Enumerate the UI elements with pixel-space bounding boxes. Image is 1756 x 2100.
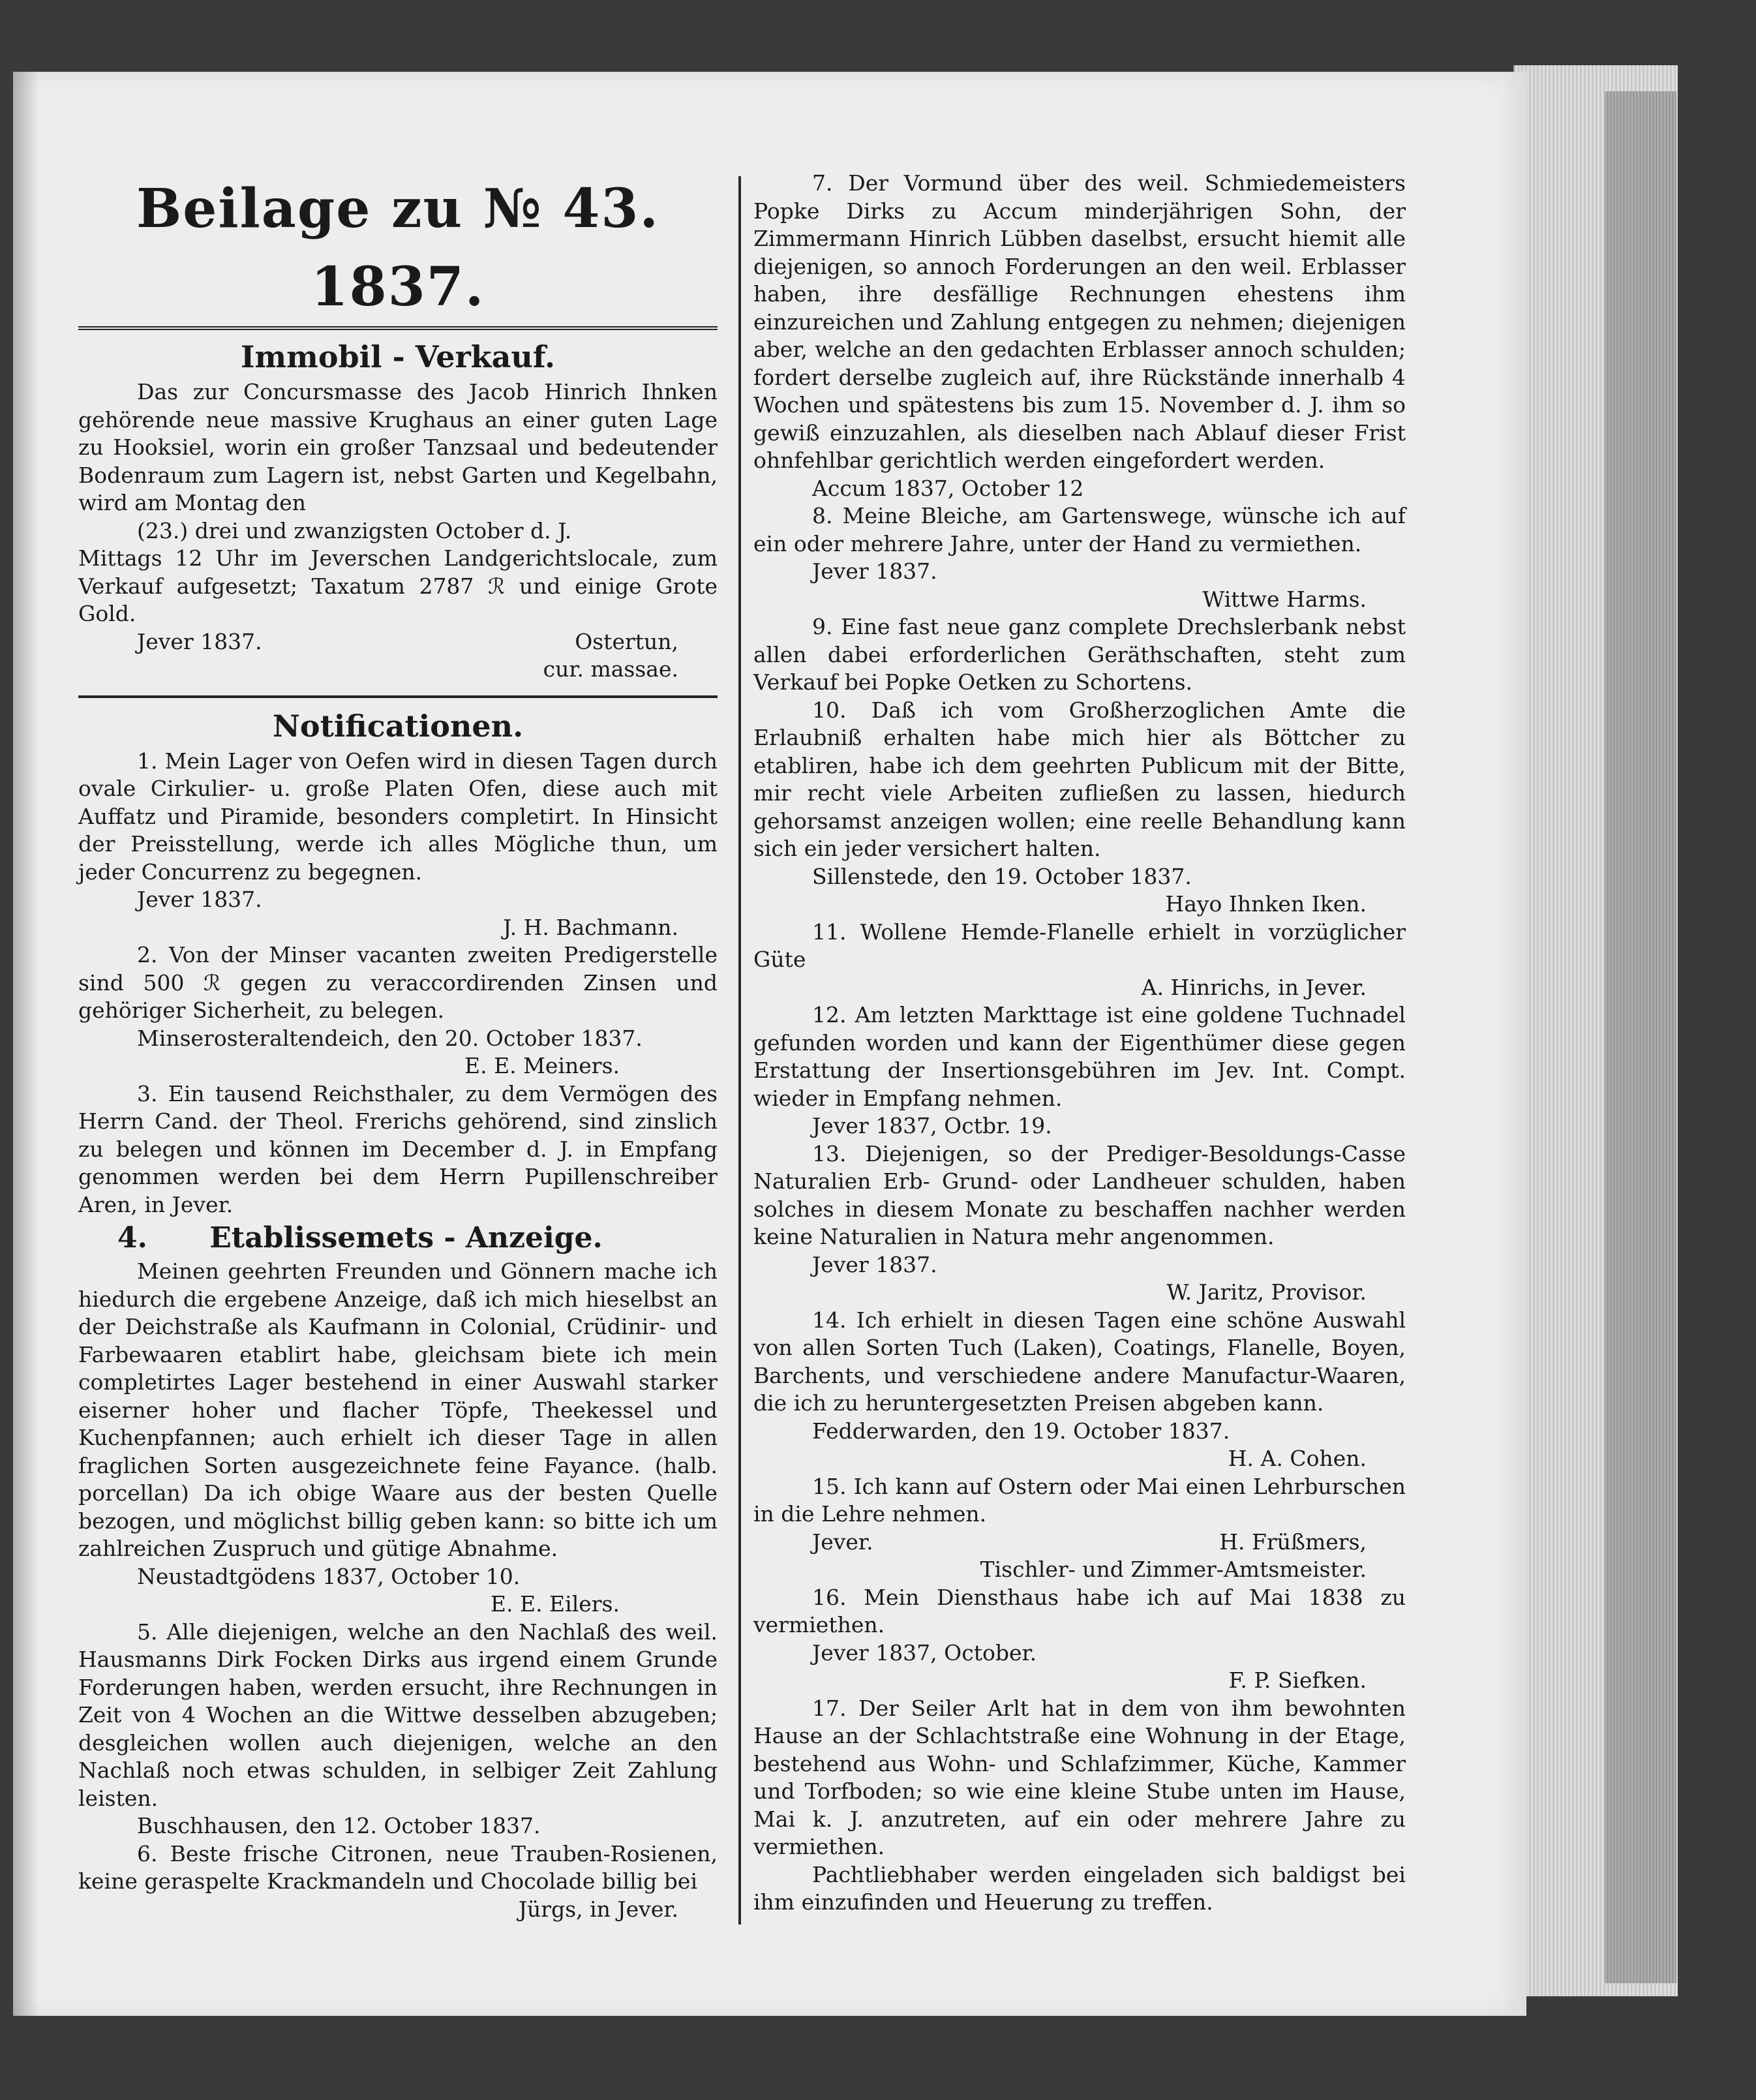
notice-15-text: 15. Ich kann auf Ostern oder Mai einen Lehrburschen in die Lehre nehmen. (753, 1473, 1406, 1527)
notice-10-text: 10. Daß ich vom Großherzoglichen Amte die Erlaubniß erhalten habe mich hier als Böttcher zu etabliren, habe ich dem geehrten Publicum mit der Bitte, mir recht viele Arbeiten zufließen zu lassen, hiedurch gehorsamst anzeigen wollen; eine reelle Behandlung kann sich ein jeder versichert halten. (753, 697, 1406, 861)
notice-4-place: Neustadtgödens 1837, October 10. (137, 1563, 521, 1589)
notice-1-text: 1. Mein Lager von Oefen wird in diesen Tagen durch ovale Cirkulier- u. große Platen Ofen, diese auch mit Auffatz und Piramide, besonders completirt. In Hinsicht der Preisstellung, werde ich alles Mögliche thun, um jeder Concurrenz zu begegnen. (78, 748, 718, 885)
notice-8-text: 8. Meine Bleiche, am Gartenswege, wünsche ich auf ein oder mehrere Jahre, unter der Hand zu vermiethen. (753, 503, 1406, 556)
notice-12-text: 12. Am letzten Markttage ist eine goldene Tuchnadel gefunden worden und kann der Eigenthümer diese gegen Erstattung der Insertionsgebühren im Jev. Int. Compt. wieder in Empfang nehmen. (753, 1002, 1406, 1111)
notice-11-text: 11. Wollene Hemde-Flanelle erhielt in vorzüglicher Güte (753, 919, 1406, 972)
notice-5-text: 5. Alle diejenigen, welche an den Nachlaß des weil. Hausmanns Dirk Focken Dirks aus irgend einem Grunde Forderungen haben, werden ersucht, ihre Rechnungen in Zeit von 4 Wochen an die Wittwe desselben abzugeben; desgleichen wollen auch diejenigen, welche an den Nachlaß noch etwas schulden, in selbiger Zeit Zahlung leisten. (78, 1619, 718, 1811)
notice-12-place: Jever 1837, Octbr. 19. (812, 1113, 1052, 1138)
notice-1-signer: J. H. Bachmann. (502, 914, 678, 940)
immobil-footer (78, 628, 718, 656)
notice-11-signer: A. Hinrichs, in Jever. (1141, 974, 1367, 1000)
notice-4-signer: E. E. Eilers. (490, 1591, 620, 1617)
notice-17-text: 17. Der Seiler Arlt hat in dem von ihm bewohnten Hause an der Schlachtstraße eine Wohnung in der Etage, bestehend aus Wohn- und Schlafzimmer, Küche, Kammer und Torfboden; so wie eine kleine Stube unten im Hause, Mai k. J. anzutreten, auf ein oder mehrere Jahre zu vermiethen. (753, 1695, 1406, 1859)
notice-4-text: Meinen geehrten Freunden und Gönnern mache ich hiedurch die ergebene Anzeige, daß ich mich hieselbst an der Deichstraße als Kaufmann in Colonial, Crüdinir- und Farbewaaren etablirt habe, gleichsam biete ich mein completirtes Lager bestehend in einer Auswahl starker eiserner hoher und flacher Töpfe, Theekessel und Kuchenpfannen; auch erhielt ich dieser Tage in allen fraglichen Sorten ausgezeichnete feine Fayance. (halb. porcellan) Da ich obige Waare aus der besten Quelle bezogen, und möglichst billig geben kann: so bitte ich um zahlreichen Zuspruch und gütige Abnahme. (78, 1258, 718, 1561)
immobil-signer: Ostertun, (575, 628, 678, 654)
notice-4-heading (78, 1219, 718, 1258)
masthead: Beilage zu № 43. 1837. (78, 170, 718, 330)
notice-4-title: Etablissemets - Anzeige. (209, 1221, 603, 1255)
immobil-text: Das zur Concursmasse des Jacob Hinrich Ihnken gehörende neue massive Krughaus an einer guten Lage zu Hooksiel, worin ein großer Tanzsaal und bedeutender Bodenraum zum Lagern ist, nebst Garten und Kegelbahn, wird am Montag den (78, 379, 718, 515)
notice-15-place: Jever. (812, 1529, 873, 1555)
immobil-text2: Mittags 12 Uhr im Jeverschen Landgerichtslocale, zum Verkauf aufgesetzt; Taxatum 2787 ℛ und einige Grote Gold. (78, 545, 718, 626)
gutter-shadow (13, 72, 39, 2016)
immobil-date: (23.) drei und zwanzigsten October d. J. (137, 517, 572, 543)
section-rule (78, 695, 718, 698)
notice-16-text: 16. Mein Diensthaus habe ich auf Mai 1838 zu vermiethen. (753, 1584, 1406, 1637)
notice-17-text2: Pachtliebhaber werden eingeladen sich baldigst bei ihm einzufinden und Heuerung zu treffen. (753, 1861, 1406, 1915)
notice-10-place: Sillenstede, den 19. October 1837. (812, 863, 1192, 889)
notice-6-signer: Jürgs, in Jever. (518, 1896, 678, 1922)
notice-7-text: 7. Der Vormund über des weil. Schmiedemeisters Popke Dirks zu Accum minderjährigen Sohn, der Zimmermann Hinrich Lübben daselbst, ersucht hiemit alle diejenigen, so annoch Forderungen an den weil. Erblasser haben, ihre desfällige Rechnungen ehestens ihm einzureichen und Zahlung entgegen zu nehmen; diejenigen aber, welche an den gedachten Erblasser annoch schulden; fordert derselbe zugleich auf, ihre Rückstände innerhalb 4 Wochen und spätestens bis zum 15. November d. J. ihm so gewiß einzuzahlen, als dieselben nach Ablauf dieser Frist ohnfehlbar gerichtlich werden eingefordert werden. (753, 170, 1406, 473)
notice-15-signer-role: Tischler- und Zimmer-Amtsmeister. (980, 1557, 1367, 1582)
newspaper-page (13, 72, 1526, 2016)
notice-2-text: 2. Von der Minser vacanten zweiten Predigerstelle sind 500 ℛ gegen zu veraccordirenden Zinsen und gehöriger Sicherheit, zu belegen. (78, 942, 718, 1023)
notice-14-text: 14. Ich erhielt in diesen Tagen eine schöne Auswahl von allen Sorten Tuch (Laken), Coatings, Flanelle, Boyen, Barchents, und verschiedene andere Manufactur-Waaren, die ich zu heruntergesetzten Preisen abgeben kann. (753, 1307, 1406, 1416)
notice-14-signer: H. A. Cohen. (1228, 1446, 1367, 1471)
notificationen-title: Notificationen. (272, 708, 524, 744)
notice-6-text: 6. Beste frische Citronen, neue Trauben-Rosienen, keine geraspelte Krackmandeln und Chocolade billig bei (78, 1840, 718, 1894)
immobil-signer-role: cur. massae. (543, 656, 678, 682)
column-divider (738, 176, 741, 1925)
left-column (78, 170, 718, 1923)
notice-2-signer: E. E. Meiners. (464, 1053, 620, 1078)
immobil-place: Jever 1837. (137, 628, 262, 654)
notice-13-signer: W. Jaritz, Provisor. (1166, 1279, 1367, 1305)
notice-8-place: Jever 1837. (812, 558, 937, 584)
notice-5-place: Buschhausen, den 12. October 1837. (137, 1813, 541, 1838)
notice-15-signer: H. Früßmers, (1219, 1529, 1367, 1555)
notice-16-place: Jever 1837, October. (812, 1639, 1037, 1666)
notice-13-place: Jever 1837. (812, 1251, 937, 1277)
notice-1-place: Jever 1837. (137, 887, 262, 912)
book-cover-edge (1605, 91, 1676, 1983)
notice-13-text: 13. Diejenigen, so der Prediger-Besoldungs-Casse Naturalien Erb- Grund- oder Landheuer schulden, haben solches in diesem Monate zu beschaffen nachher werden keine Naturalien in Natura mehr angenommen. (753, 1140, 1406, 1249)
notice-8-signer: Wittwe Harms. (1202, 586, 1367, 612)
notice-15-footer (753, 1529, 1406, 1557)
notice-7-place: Accum 1837, October 12 (812, 475, 1084, 501)
notice-9-text: 9. Eine fast neue ganz complete Drechslerbank nebst allen dabei erforderlichen Geräthschaften, steht zum Verkauf bei Popke Oetken zu Schortens. (753, 614, 1406, 695)
notice-3-text: 3. Ein tausend Reichsthaler, zu dem Vermögen des Herrn Cand. der Theol. Frerichs gehörend, sind zinslich zu belegen und können im December d. J. in Empfang genommen werden bei dem Herrn Pupillenschreiber Aren, in Jever. (78, 1080, 718, 1217)
notice-16-signer: F. P. Siefken. (1228, 1667, 1367, 1693)
notice-2-place: Minserosteraltendeich, den 20. October 1837. (137, 1025, 643, 1051)
notice-4-number: 4. (117, 1221, 147, 1255)
immobil-title: Immobil - Verkauf. (240, 339, 556, 374)
notice-14-place: Fedderwarden, den 19. October 1837. (812, 1418, 1230, 1444)
right-column (753, 170, 1406, 1917)
notice-10-signer: Hayo Ihnken Iken. (1165, 891, 1367, 917)
